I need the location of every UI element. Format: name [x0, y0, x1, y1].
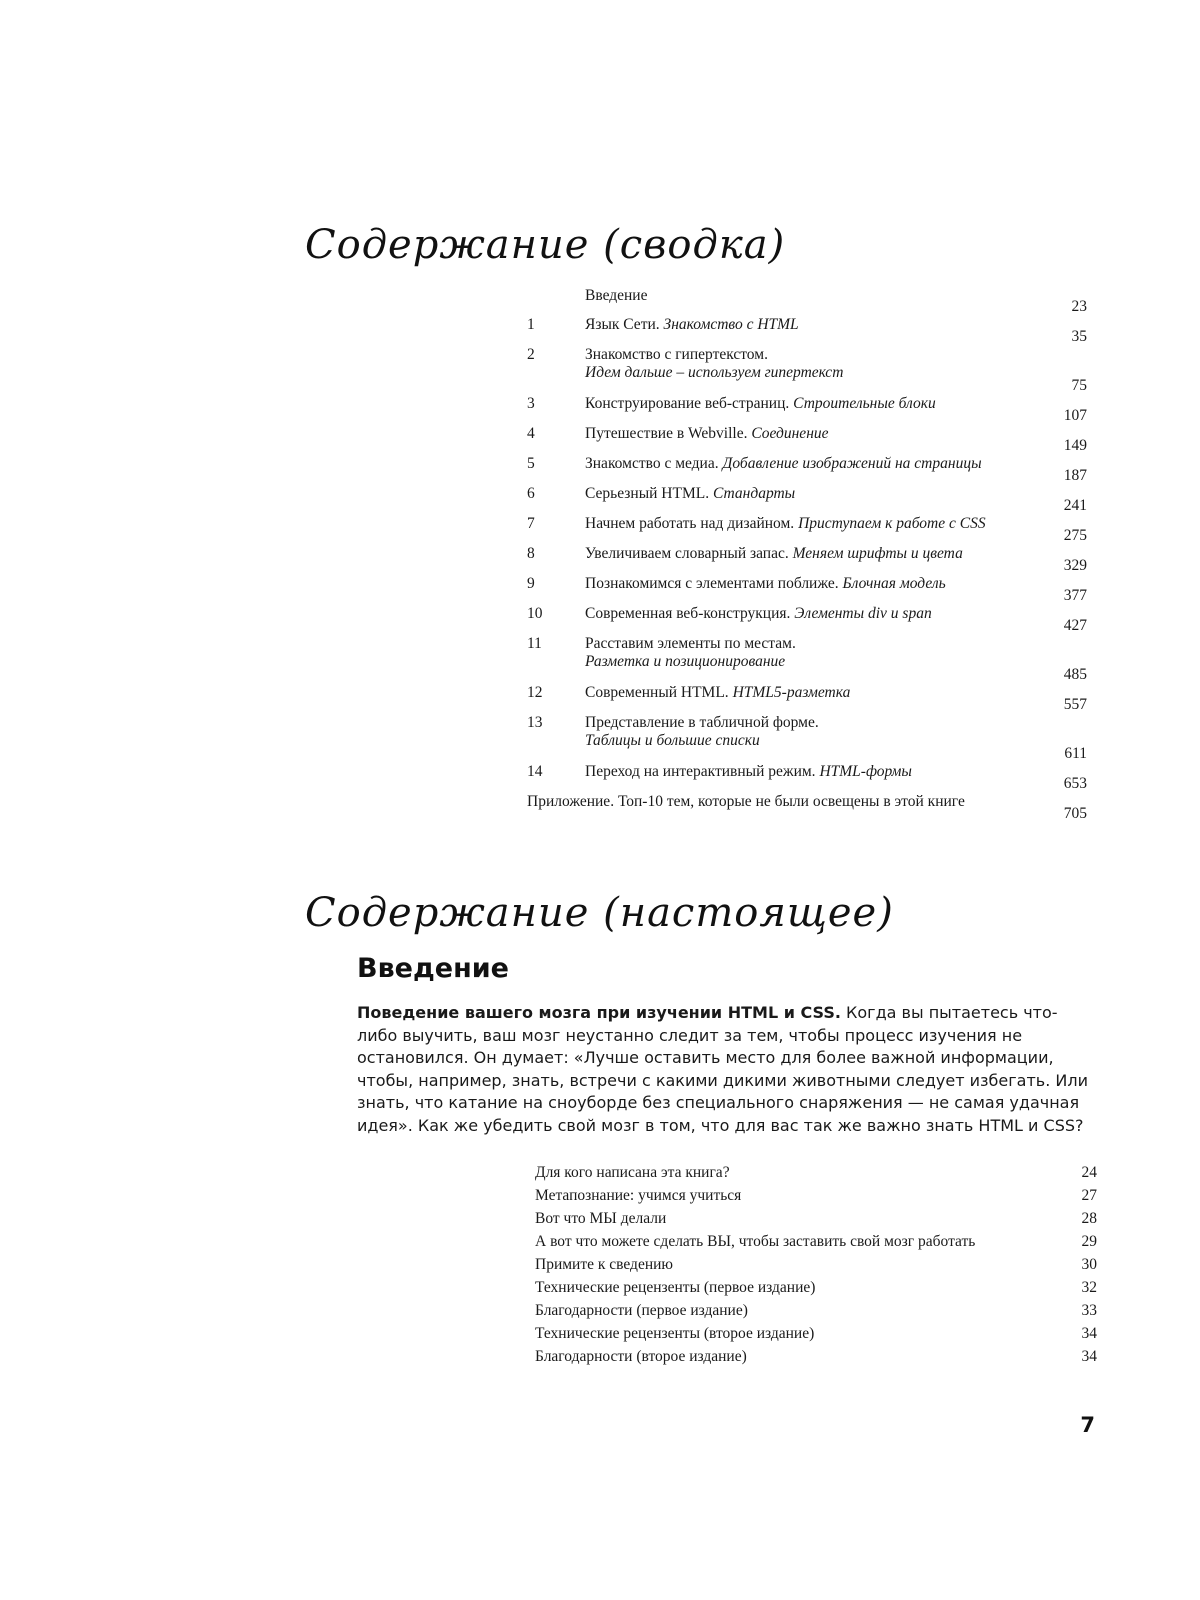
- toc-row: [527, 635, 1087, 684]
- toc-row: [527, 684, 1087, 714]
- chapter-title: Современная веб-конструкция.: [585, 605, 791, 622]
- intro-body: Когда вы пытаетесь что-либо выучить, ваш мозг неустанно следит за тем, чтобы процесс изучения не остановился. Он думает: «Лучше оставить место для более важной информации, чтобы, например, знать, встречи с какими дикими животными следует избегать. Или знать, что катание на сноуборде без специального снаряжения — не самая удачная идея». Как же убедить свой мозг в том, что для вас так же важно знать HTML и CSS?: [357, 1003, 1088, 1135]
- page-number-cell: 427: [1063, 617, 1087, 634]
- chapter-title: Приложение. Топ-10 тем, которые не были освещены в этой книге: [527, 793, 965, 810]
- toc-row: [527, 485, 1087, 515]
- list-item: [535, 1207, 1097, 1230]
- page-number-cell: 149: [1063, 437, 1087, 454]
- list-item: [535, 1299, 1097, 1322]
- chapter-title: Познакомимся с элементами поближе.: [585, 575, 839, 592]
- item-page: 34: [1081, 1348, 1097, 1365]
- intro-paragraph: [357, 1002, 1097, 1138]
- toc-row: [527, 395, 1087, 425]
- item-page: 33: [1081, 1302, 1097, 1319]
- item-page: 29: [1081, 1233, 1097, 1250]
- toc-row: [527, 605, 1087, 635]
- chapter-title: Язык Сети.: [585, 316, 660, 333]
- chapter-subtitle: Идем дальше – используем гипертекст: [585, 364, 844, 381]
- intro-contents-list: [535, 1161, 1097, 1368]
- item-page: 27: [1081, 1187, 1097, 1204]
- chapter-subtitle: Соединение: [751, 425, 829, 442]
- chapter-title: Представление в табличной форме.: [585, 714, 819, 731]
- chapter-subtitle: Стандарты: [712, 485, 796, 502]
- list-item: [535, 1322, 1097, 1345]
- chapter-title: Введение: [585, 287, 648, 304]
- page-number-cell: 485: [1063, 666, 1087, 683]
- item-page: 32: [1081, 1279, 1097, 1296]
- chapter-title: Путешествие в Webville.: [585, 425, 748, 442]
- page-number-cell: 611: [1064, 745, 1087, 762]
- chapter-title: Знакомство с гипертекстом.: [585, 346, 768, 363]
- chapter-subtitle: Знакомство с HTML: [663, 316, 799, 333]
- intro-lead: Поведение вашего мозга при изучении HTML и CSS.: [357, 1003, 841, 1022]
- chapter-number: 6: [527, 485, 535, 502]
- chapter-title: Современный HTML.: [585, 684, 729, 701]
- summary-toc: [527, 287, 1087, 823]
- item-page: 34: [1081, 1325, 1097, 1342]
- chapter-number: 13: [527, 714, 543, 731]
- chapter-number: 1: [527, 316, 535, 333]
- item-page: 30: [1081, 1256, 1097, 1273]
- chapter-subtitle: Блочная модель: [842, 575, 946, 592]
- chapter-subtitle: Таблицы и большие списки: [585, 732, 760, 749]
- chapter-subtitle: HTML5-разметка: [732, 684, 851, 701]
- chapter-number: 3: [527, 395, 535, 412]
- chapter-subtitle: Строительные блоки: [793, 395, 936, 412]
- summary-heading: Содержание (сводка): [305, 222, 786, 268]
- chapter-number: 5: [527, 455, 535, 472]
- list-item: [535, 1161, 1097, 1184]
- page-number-cell: 329: [1063, 557, 1087, 574]
- page-number-cell: 241: [1063, 497, 1087, 514]
- item-title: Благодарности (второе издание): [535, 1348, 747, 1365]
- chapter-subtitle: Разметка и позиционирование: [585, 653, 786, 670]
- item-title: Технические рецензенты (второе издание): [535, 1325, 815, 1342]
- page-number-cell: 705: [1063, 805, 1087, 822]
- toc-row: [527, 714, 1087, 763]
- chapter-number: 2: [527, 346, 535, 363]
- item-title: Благодарности (первое издание): [535, 1302, 748, 1319]
- chapter-number: 9: [527, 575, 535, 592]
- chapter-number: 10: [527, 605, 543, 622]
- chapter-title: Расставим элементы по местам.: [585, 635, 796, 652]
- toc-row: [527, 455, 1087, 485]
- chapter-title: Переход на интерактивный режим.: [585, 763, 816, 780]
- toc-row: [527, 545, 1087, 575]
- list-item: [535, 1184, 1097, 1207]
- chapter-title: Начнем работать над дизайном.: [585, 515, 795, 532]
- list-item: [535, 1276, 1097, 1299]
- chapter-title: Знакомство с медиа.: [585, 455, 719, 472]
- page-number-cell: 557: [1063, 696, 1087, 713]
- page-number-cell: 107: [1063, 407, 1087, 424]
- item-page: 28: [1081, 1210, 1097, 1227]
- toc-row: [527, 763, 1087, 793]
- page-number-cell: 653: [1063, 775, 1087, 792]
- chapter-subtitle: Меняем шрифты и цвета: [792, 545, 963, 562]
- item-title: Для кого написана эта книга?: [535, 1164, 730, 1181]
- chapter-number: 8: [527, 545, 535, 562]
- item-title: Метапознание: учимся учиться: [535, 1187, 742, 1204]
- chapter-number: 11: [527, 635, 542, 652]
- item-title: Технические рецензенты (первое издание): [535, 1279, 816, 1296]
- list-item: [535, 1345, 1097, 1368]
- page-number-cell: 23: [1071, 298, 1087, 315]
- list-item: [535, 1230, 1097, 1253]
- toc-row: [527, 316, 1087, 346]
- page-number-cell: 75: [1071, 377, 1087, 394]
- real-toc-heading: Содержание (настоящее): [305, 890, 894, 936]
- page-number-cell: 187: [1063, 467, 1087, 484]
- chapter-number: 14: [527, 763, 543, 780]
- chapter-subtitle: Приступаем к работе с CSS: [798, 515, 986, 532]
- page-number: 7: [1080, 1413, 1095, 1437]
- toc-row: [527, 287, 1087, 316]
- chapter-subtitle: Добавление изображений на страницы: [722, 455, 982, 472]
- toc-row: [527, 346, 1087, 395]
- page-number-cell: 35: [1071, 328, 1087, 345]
- chapter-number: 12: [527, 684, 543, 701]
- item-title: А вот что можете сделать ВЫ, чтобы заставить свой мозг работать: [535, 1233, 976, 1250]
- chapter-subtitle: HTML-формы: [819, 763, 912, 780]
- item-title: Примите к сведению: [535, 1256, 673, 1273]
- toc-row: [527, 515, 1087, 545]
- chapter-number: 7: [527, 515, 535, 532]
- toc-row: [527, 425, 1087, 455]
- item-page: 24: [1081, 1164, 1097, 1181]
- chapter-title: Серьезный HTML.: [585, 485, 710, 502]
- list-item: [535, 1253, 1097, 1276]
- chapter-title: Увеличиваем словарный запас.: [585, 545, 789, 562]
- page-number-cell: 275: [1063, 527, 1087, 544]
- toc-row-appendix: [527, 793, 1087, 823]
- page-number-cell: 377: [1063, 587, 1087, 604]
- intro-heading: Введение: [357, 953, 509, 984]
- chapter-subtitle: Элементы div и span: [794, 605, 932, 622]
- toc-row: [527, 575, 1087, 605]
- chapter-title: Конструирование веб-страниц.: [585, 395, 790, 412]
- item-title: Вот что МЫ делали: [535, 1210, 667, 1227]
- chapter-number: 4: [527, 425, 535, 442]
